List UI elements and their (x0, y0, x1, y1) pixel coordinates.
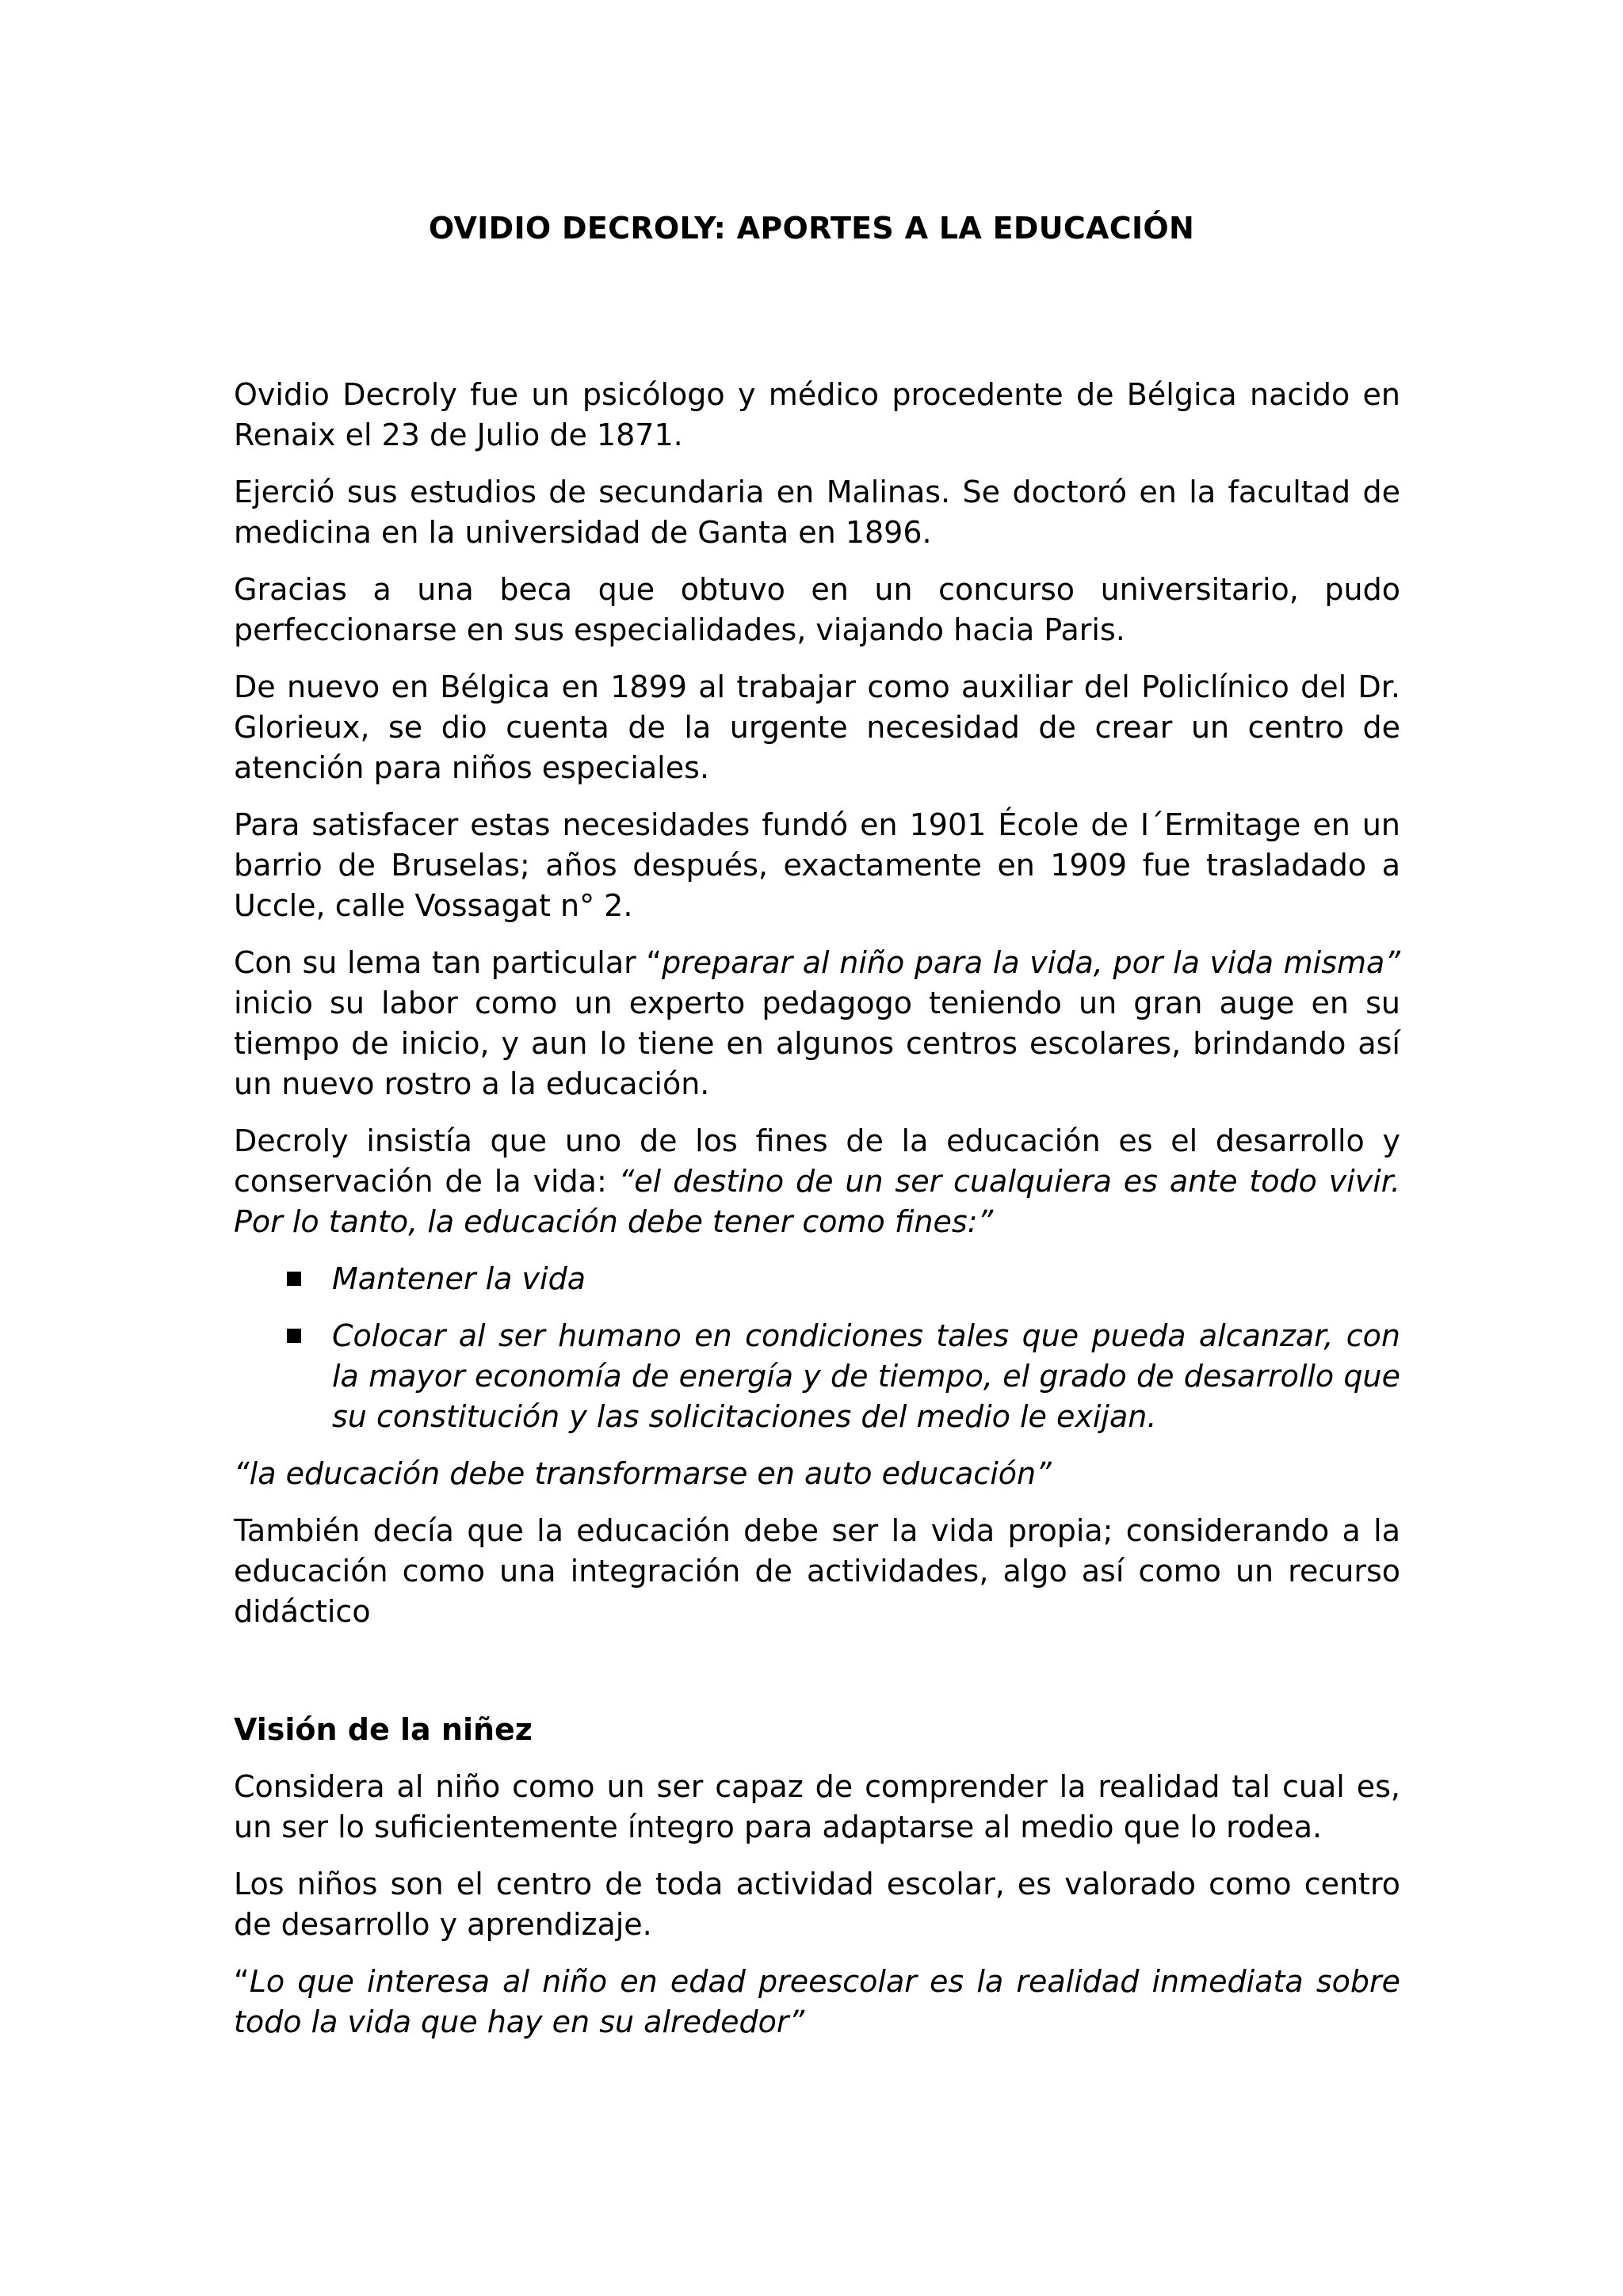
motto-tail: inicio su labor como un experto pedagogo teniendo un gran auge en su tiempo de inicio, y aun lo tiene en algunos centros escolares, brindando así un nuevo rostro a la educación. (234, 986, 1400, 1101)
aims-lead: Decroly insistía que uno de los fines de la educación es el desarrollo y conservación de la vida: (234, 1123, 1400, 1199)
list-item (234, 1316, 1400, 1437)
list-item-text: Colocar al ser humano en condiciones tales que pueda alcanzar, con la mayor economía de energía y de tiempo, el grado de desarrollo que su constitución y las solicitaciones del medio le exijan. (332, 1318, 1400, 1434)
paragraph-ermitage: Para satisfacer estas necesidades fundó en 1901 École de I´Ermitage en un barrio de Bruselas; años después, exactamente en 1909 fue trasladado a Uccle, calle Vossagat n° 2. (234, 807, 1400, 923)
motto-lead: Con su lema tan particular “ (234, 945, 663, 980)
aims-quote: “el destino de un ser cualquiera es ante todo vivir. Por lo tanto, la educación debe tener como fines:” (234, 1164, 1400, 1239)
list-item-text: Mantener la vida (332, 1261, 586, 1296)
paragraph-birth: Ovidio Decroly fue un psicólogo y médico procedente de Bélgica nacido en Renaix el 23 de Julio de 1871. (234, 377, 1400, 452)
quote-preschool (234, 1962, 1400, 2042)
motto-quote: preparar al niño para la vida, por la vida misma” (662, 945, 1401, 980)
paragraph-scholarship: Gracias a una beca que obtuvo en un concurso universitario, pudo perfeccionarse en sus especialidades, viajando hacia Paris. (234, 572, 1400, 647)
square-bullet-icon (287, 1272, 301, 1286)
quote-self-education: “la educación debe transformarse en auto educación” (234, 1456, 1052, 1491)
paragraph-policlinic: De nuevo en Bélgica en 1899 al trabajar como auxiliar del Policlínico del Dr. Glorieux, se dio cuenta de la urgente necesidad de crear un centro de atención para niños especiales. (234, 669, 1400, 785)
paragraph-child-center: Los niños son el centro de toda actividad escolar, es valorado como centro de desarrollo y aprendizaje. (234, 1867, 1400, 1942)
paragraph-studies: Ejerció sus estudios de secundaria en Malinas. Se doctoró en la facultad de medicina en la universidad de Ganta en 1896. (234, 475, 1400, 550)
paragraph-child-capable: Considera al niño como un ser capaz de comprender la realidad tal cual es, un ser lo suficientemente íntegro para adaptarse al medio que lo rodea. (234, 1769, 1400, 1844)
square-bullet-icon (287, 1329, 301, 1343)
list-item (234, 1259, 1400, 1299)
paragraph-aims (234, 1121, 1400, 1242)
paragraph-motto (234, 943, 1400, 1104)
document-body (234, 375, 1400, 2059)
quote-preschool-text: Lo que interesa al niño en edad preescolar es la realidad inmediata sobre todo la vida que hay en su alrededor” (234, 1964, 1400, 2039)
document-title: OVIDIO DECROLY: APORTES A LA EDUCACIÓN (428, 211, 1195, 246)
paragraph-own-life: También decía que la educación debe ser la vida propia; considerando a la educación como una integración de actividades, algo así como un recurso didáctico (234, 1513, 1400, 1629)
section-heading-childhood: Visión de la niñez (234, 1712, 533, 1747)
aims-list (234, 1259, 1400, 1437)
quote-open-mark: “ (234, 1964, 250, 1999)
